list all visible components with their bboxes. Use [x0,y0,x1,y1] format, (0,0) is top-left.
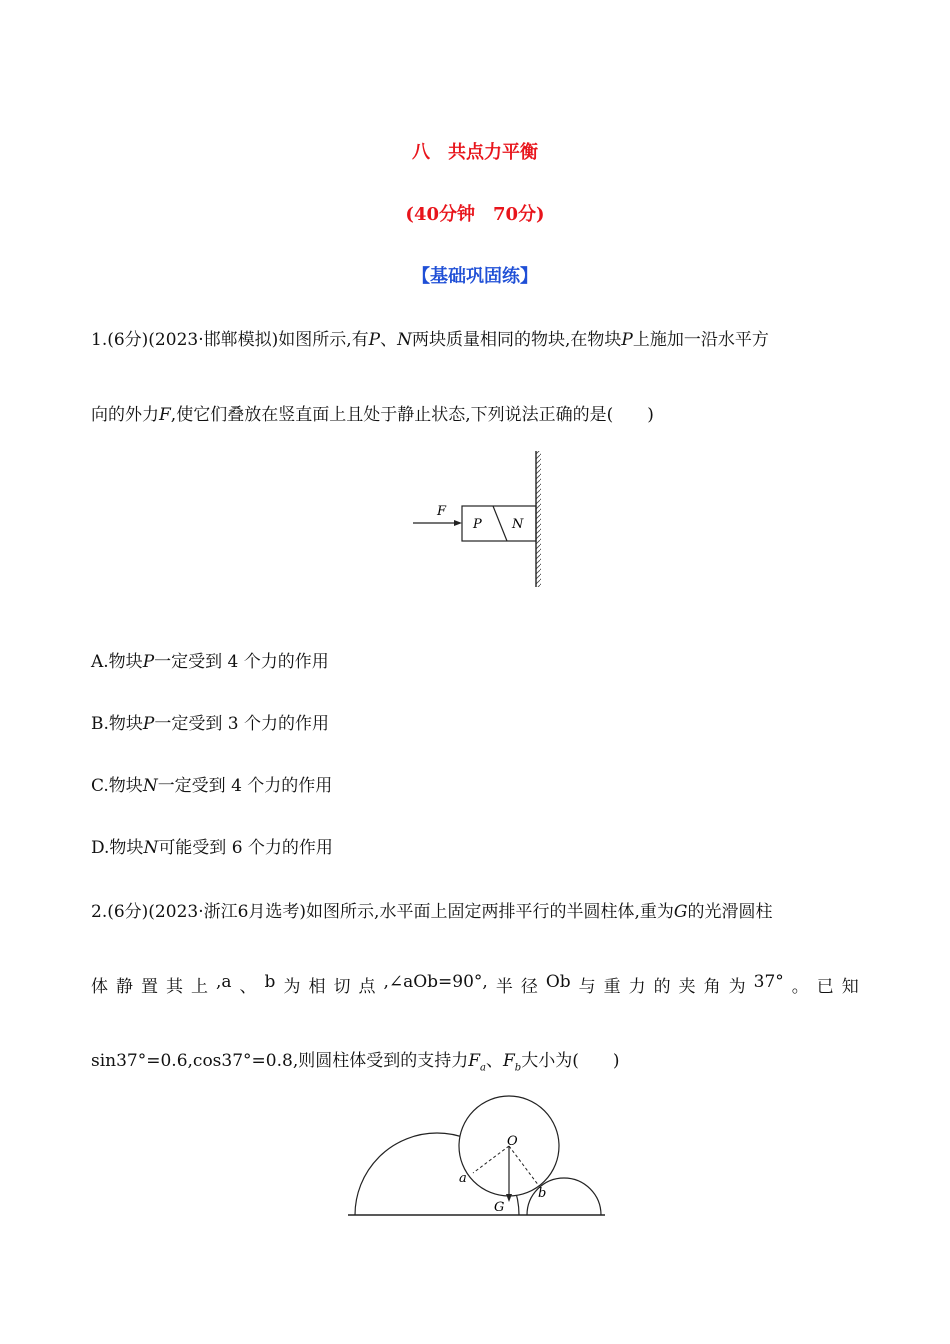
q2-line-1 [91,897,772,922]
label-n: N [512,517,524,532]
label-b: b [538,1186,547,1201]
q1-figure [405,445,555,590]
q2-token: 力 [628,977,646,997]
option-text: C.物块 [91,776,143,796]
q2-token: 为 [728,977,746,997]
q2-text: 2.(6分)(2023·浙江6月选考)如图所示,水平面上固定两排平行的半圆柱体,重为 [91,902,674,922]
q1-var-p: P [621,330,633,350]
q1-line-2 [91,400,654,425]
q2-token: 静 [116,977,133,997]
q2-token: 上 [191,977,208,997]
q2-line-2 [91,972,859,997]
force-arrow-head [454,520,462,526]
q1-var-p: P [368,330,381,350]
q2-token: 知 [841,977,859,997]
q2-var-g: G [673,902,688,922]
q2-sep: 、 [486,1051,503,1071]
gravity-arrow-head [506,1194,512,1202]
option-text: 一定受到 4 个力的作用 [157,776,333,796]
option-var: N [142,776,158,796]
q1-line-1 [91,325,769,350]
q2-sub-b: b [514,1062,522,1074]
q2-token: 重 [603,977,621,997]
option-text: A.物块 [91,652,143,672]
option-b[interactable] [91,709,329,734]
q2-token: 相 [308,977,326,997]
q2-token: 其 [166,977,183,997]
label-f: F [437,504,447,519]
q2-var-fb: F [503,1051,515,1071]
q2-token: 切 [333,977,351,997]
q2-line-3 [91,1046,619,1073]
q2-text: 的光滑圆柱 [687,902,773,922]
option-text: D.物块 [91,838,144,858]
q1-text: 1.(6分)(2023·邯郸模拟)如图所示,有 [91,330,369,350]
option-text: 一定受到 3 个力的作用 [154,714,329,734]
q1-text: 上施加一沿水平方 [632,330,769,350]
q1-text: ,使它们叠放在竖直面上且处于静止状态,下列说法正确的是( ) [170,405,654,425]
q2-token: 37° [753,972,784,992]
q2-token: Ob [545,972,571,992]
option-text: 可能受到 6 个力的作用 [158,838,333,858]
q1-var-n: N [397,330,412,350]
q2-token: 置 [141,977,158,997]
q2-figure [345,1093,610,1223]
q1-var-f: F [159,405,171,425]
q2-text: 大小为( ) [521,1051,620,1071]
q1-sep: 、 [380,330,398,350]
q2-token: 角 [703,977,721,997]
q2-token: 的 [653,977,671,997]
option-text: B.物块 [91,714,143,734]
option-var: P [142,652,155,672]
q1-text: 向的外力 [91,405,159,425]
q2-token: 已 [816,977,834,997]
q2-token: 、 [239,977,257,997]
option-text: 一定受到 4 个力的作用 [154,652,329,672]
option-c[interactable] [91,771,332,796]
q2-sub-a: a [480,1062,486,1074]
q2-token: 体 [91,977,108,997]
q2-token: ,a [216,972,232,992]
q2-token: 半 [495,977,513,997]
q2-token: 与 [578,977,596,997]
q2-token: b [264,972,276,992]
q2-token: 夹 [678,977,696,997]
wall-hatch [536,451,541,587]
q2-token: 。 [791,977,809,997]
option-d[interactable] [91,833,333,858]
q2-token: 径 [520,977,538,997]
block-interface [493,506,507,541]
label-a: a [459,1171,467,1186]
q2-text: sin37°=0.6,cos37°=0.8,则圆柱体受到的支持力 [91,1051,469,1071]
chapter-title: 八 共点力平衡 [412,142,538,163]
label-o: O [507,1134,518,1149]
option-var: P [142,714,155,734]
label-p: P [473,517,482,532]
q2-token: ,∠aOb=90°, [383,972,488,992]
section-title: 【基础巩固练】 [412,266,538,287]
q2-var-fa: F [468,1051,481,1071]
option-a[interactable] [91,647,329,672]
q2-token: 为 [283,977,301,997]
q2-token: 点 [358,977,376,997]
label-g: G [494,1200,505,1215]
q1-text: 两块质量相同的物块,在物块 [411,330,622,350]
time-score: (40分钟 70分) [405,204,545,225]
option-var: N [143,838,159,858]
